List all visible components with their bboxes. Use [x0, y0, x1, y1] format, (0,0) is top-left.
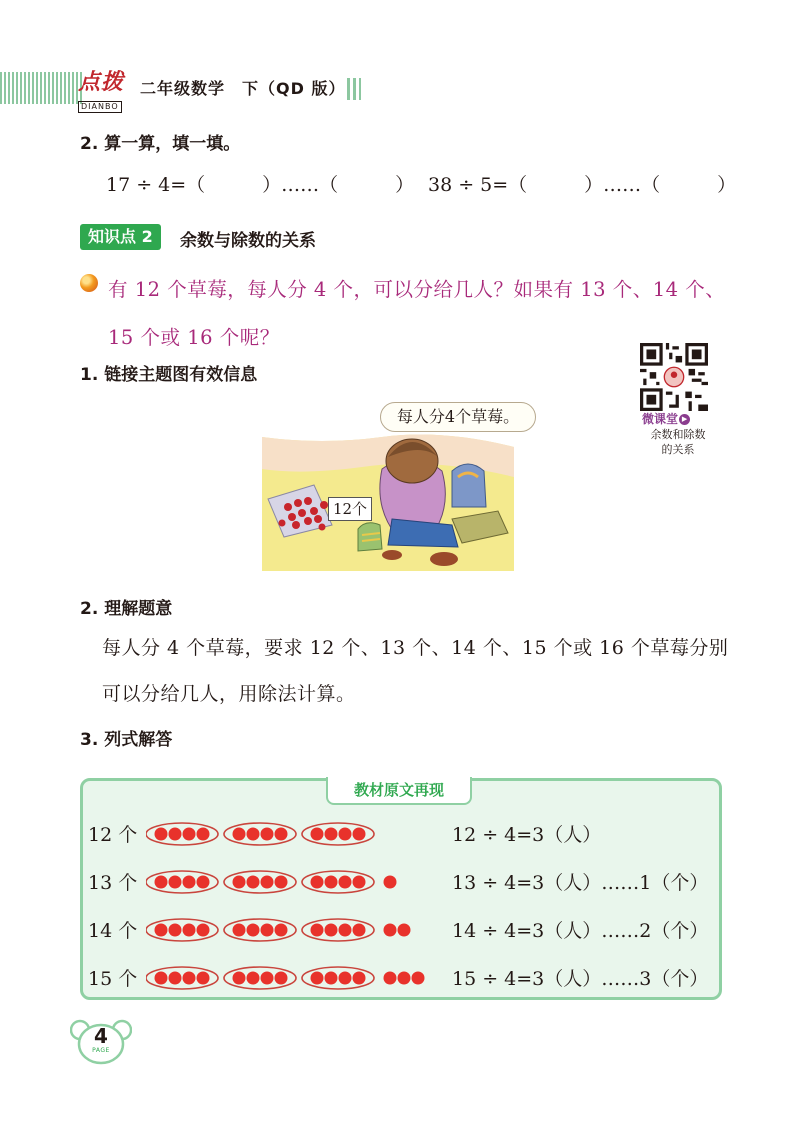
strawberry-dot	[247, 972, 260, 985]
strawberry-dot	[275, 876, 288, 889]
strawberry-groups	[146, 814, 446, 854]
strawberry-dot	[311, 828, 324, 841]
strawberry-dot	[233, 972, 246, 985]
strawberry-dot	[183, 828, 196, 841]
remainder-dot	[412, 972, 425, 985]
step1-heading: 1. 链接主题图有效信息	[80, 365, 258, 385]
strawberry-dot	[339, 876, 352, 889]
logo-text: 点拨	[78, 69, 125, 95]
row-label: 13 个	[88, 872, 138, 894]
strawberry-dot	[325, 972, 338, 985]
remainder-dot	[384, 876, 397, 889]
strawberry-dot	[197, 876, 210, 889]
strawberry-groups	[146, 958, 446, 998]
strawberry-dot	[311, 924, 324, 937]
publisher-logo	[78, 69, 134, 111]
strawberry-dot	[353, 924, 366, 937]
strawberry-dot	[353, 876, 366, 889]
strawberry-dot	[261, 972, 274, 985]
strawberry-dot	[261, 924, 274, 937]
strawberry-dot	[339, 828, 352, 841]
row-equation: 14 ÷ 4=3（人）……2（个）	[452, 920, 709, 942]
page-number: 4	[94, 1024, 108, 1048]
qr-caption	[640, 427, 716, 457]
remainder-dot	[398, 924, 411, 937]
strawberry-dot	[155, 924, 168, 937]
remainder-dot	[384, 972, 397, 985]
remainder-dot	[398, 972, 411, 985]
strawberry-dot	[155, 828, 168, 841]
strawberry-dot	[353, 828, 366, 841]
strawberry-groups	[146, 910, 446, 950]
header-decor-stripes	[0, 72, 82, 104]
row-equation: 15 ÷ 4=3（人）……3（个）	[452, 968, 709, 990]
row-label: 15 个	[88, 968, 138, 990]
strawberry-dot	[233, 924, 246, 937]
strawberry-dot	[261, 876, 274, 889]
strawberry-dot	[311, 876, 324, 889]
micro-class-label[interactable]	[642, 410, 690, 427]
strawberry-dot	[275, 828, 288, 841]
page-label: PAGE	[92, 1047, 110, 1054]
strawberry-dot	[233, 828, 246, 841]
strawberry-dot	[169, 972, 182, 985]
qr-code-icon[interactable]	[640, 343, 708, 411]
strawberry-dot	[169, 876, 182, 889]
strawberry-dot	[353, 972, 366, 985]
strawberry-dot	[247, 876, 260, 889]
strawberry-dot	[275, 972, 288, 985]
strawberry-dot	[197, 972, 210, 985]
strawberry-dot	[233, 876, 246, 889]
strawberry-dot	[169, 924, 182, 937]
row-label: 14 个	[88, 920, 138, 942]
strawberry-dot	[339, 972, 352, 985]
strawberry-dot	[325, 924, 338, 937]
strawberry-dot	[183, 876, 196, 889]
strawberry-dot	[311, 972, 324, 985]
division-row	[0, 814, 800, 854]
equation-1: 17 ÷ 4=（ ）……（ ）	[106, 174, 415, 196]
strawberry-dot	[261, 828, 274, 841]
strawberry-dot	[197, 924, 210, 937]
strawberry-count-label: 12个	[328, 497, 372, 521]
micro-class-text: 微课堂	[642, 412, 679, 426]
step3-heading: 3. 列式解答	[80, 730, 173, 750]
qr-caption-line-2: 的关系	[661, 443, 695, 456]
strawberry-dot	[339, 924, 352, 937]
textbook-panel-tab: 教材原文再现	[326, 777, 472, 805]
strawberry-dot	[247, 924, 260, 937]
division-row	[0, 862, 800, 902]
book-title: 二年级数学 下（QD 版）	[140, 79, 346, 98]
strawberry-dot	[275, 924, 288, 937]
equation-2: 38 ÷ 5=（ ）……（ ）	[428, 174, 737, 196]
bullet-ball-icon	[80, 274, 98, 292]
header-decor-bars	[347, 78, 361, 100]
strawberry-dot	[155, 876, 168, 889]
knowledge-point-title: 余数与除数的关系	[180, 231, 316, 251]
remainder-dot	[384, 924, 397, 937]
strawberry-dot	[183, 972, 196, 985]
row-equation: 13 ÷ 4=3（人）……1（个）	[452, 872, 709, 894]
strawberry-groups	[146, 862, 446, 902]
strawberry-dot	[247, 828, 260, 841]
exercise-heading: 2. 算一算，填一填。	[80, 134, 241, 154]
logo-subtext: DIANBO	[78, 101, 122, 113]
division-row	[0, 910, 800, 950]
row-equation: 12 ÷ 4=3（人）	[452, 824, 602, 846]
strawberry-dot	[169, 828, 182, 841]
qr-caption-line-1: 余数和除数	[650, 428, 706, 441]
step2-text: 每人分 4 个草莓，要求 12 个、13 个、14 个、15 个或 16 个草莓分别可以分给几人，用除法计算。	[102, 637, 729, 705]
strawberry-dot	[325, 828, 338, 841]
step2-heading: 2. 理解题意	[80, 599, 173, 619]
strawberry-dot	[325, 876, 338, 889]
strawberry-dot	[197, 828, 210, 841]
row-label: 12 个	[88, 824, 138, 846]
question-text: 有 12 个草莓，每人分 4 个，可以分给几人？如果有 13 个、14 个、15 个或 16 个呢？	[108, 278, 726, 349]
speech-bubble: 每人分4个草莓。	[380, 402, 536, 432]
knowledge-point-badge: 知识点 2	[80, 224, 161, 250]
strawberry-dot	[155, 972, 168, 985]
strawberry-dot	[183, 924, 196, 937]
play-icon: ▶	[679, 414, 690, 425]
division-row	[0, 958, 800, 998]
